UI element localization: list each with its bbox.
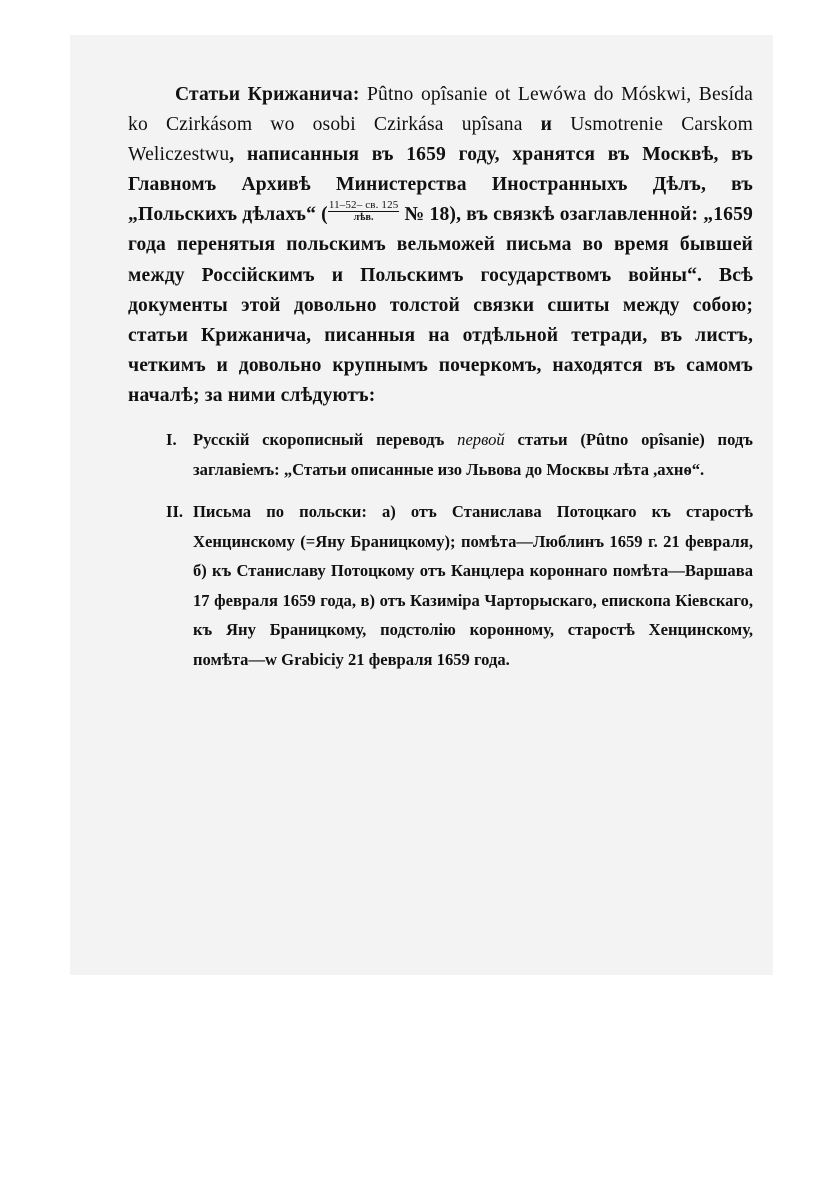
paragraph-conjunction: и [522,114,571,136]
list-item [166,425,753,484]
list-item [166,497,753,674]
list-item-text: Письма по польски: а) отъ Станислава Потоцкаго къ старостѣ Хенцинскому (=Яну Браницкому); помѣта—Люблинъ 1659 г. 21 февраля, б) къ Станиславу Потоцкому отъ Канцлера короннаго помѣта—Варшава 17 февраля 1659 года, в) отъ Казиміра Чарторыскаго, епископа Кіевскаго, къ Яну Браницкому, подстолію коронному, старостѣ Хенцинскому, помѣта—w Grabiciy 21 февраля 1659 года. [193,502,753,669]
list-item-italic: первой [457,430,505,450]
title-besida: Besída ko Czirkásom wo osobi Czirkása upîsana [128,84,753,136]
paragraph-body-1: , написанныя въ 1659 году, хранятся въ Москвѣ, въ Главномъ Архивѣ Министерства Иностранныхъ Дѣлъ, въ „Польскихъ дѣлахъ“ ( [128,144,753,226]
document-list [166,425,753,674]
document-page [128,80,753,687]
archive-fraction [328,200,400,223]
paragraph-lead: Статьи Крижанича: [175,84,367,105]
list-item-marker: II. [166,502,184,522]
fraction-denominator: лѣв. [353,212,374,224]
list-item-text: статьи (Pûtno opîsanie) подъ заглавіемъ: „Статьи описанные изо Львова до Москвы лѣта ,ахнѳ“. [193,430,753,479]
list-item-marker: I. [166,430,177,450]
fraction-numerator: 11–52– св. 125 [328,199,399,212]
main-paragraph [128,80,753,411]
title-usmotrenie: Usmotrenie Carskom Weliczestwu [128,114,753,166]
title-putno-opisanie: Pûtno opîsanie ot Lewówa do Móskwi, [367,84,692,105]
paragraph-body-2: № 18), въ связкѣ озаглавленной: „1659 года перенятыя польскимъ вельможей письма во время бывшей между Россійскимъ и Польскимъ государствомъ войны“. Всѣ документы этой довольно толстой связки сшиты между собою; статьи Крижанича, писанныя на отдѣльной тетради, въ листъ, четкимъ и довольно крупнымъ почеркомъ, находятся въ самомъ началѣ; за ними слѣдуютъ: [128,204,754,406]
list-item-text: Русскій скорописный переводъ [193,430,458,450]
